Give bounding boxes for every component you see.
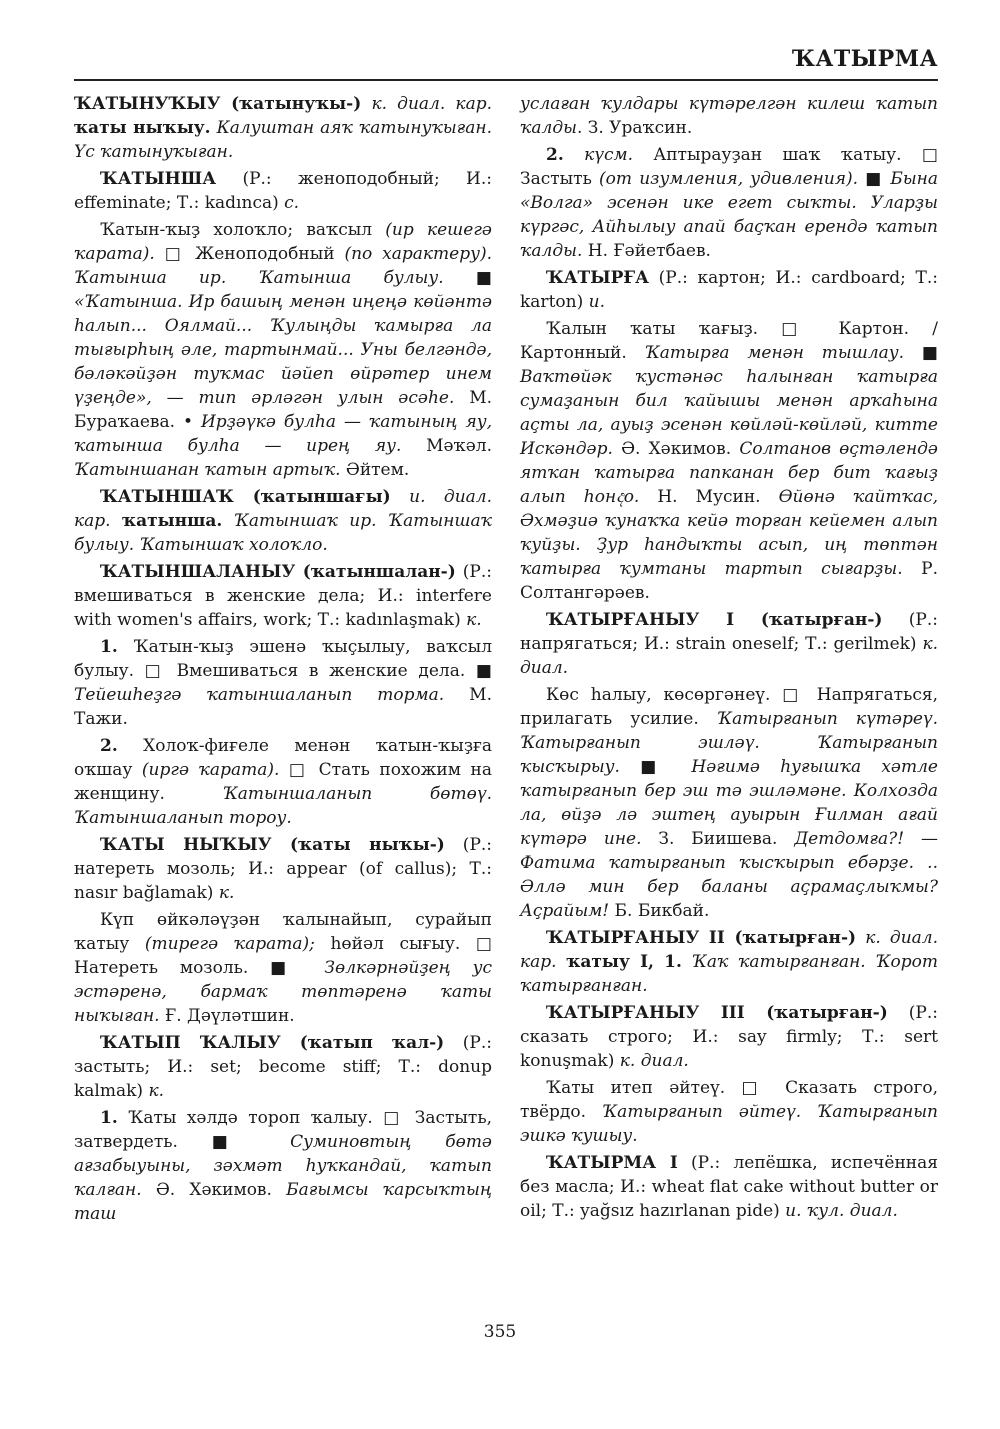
entry-katyrganyu-2: ҠАТЫРҒАНЫУ II (ҡатырған-) к. диал. кар. ҡатыу I, 1. Ҡаҡ ҡатырғанған. Ҡорот ҡатырғанған. [520,928,939,996]
entry-katynshalanyu-sense-2: 2. Холоҡ-фиғеле менән ҡатын-ҡыҙға оҡшау (иргә ҡарата). □ Стать похожим на женщину. Ҡатыншаланып бөтөү. Ҡатыншаланып тороу. [74,736,492,828]
entry-katy-nykyu: ҠАТЫ НЫҠЫУ (ҡаты ныҡы-) (Р.: натереть мозоль; И.: appear (of callus); Т.: nasır bağlamak) к. [74,835,493,903]
entry-katyrma-1: ҠАТЫРМА I (Р.: лепёшка, испечённая без масла; И.: wheat flat cake without butter or oil; Т.: yağsız hazırlanan pide) и. ҡул. диал. [520,1153,938,1221]
entry-katynshalanyu-sense-1: 1. Ҡатын-ҡыҙ эшенә ҡыҫылыу, ваҡсыл булыу. □ Вмешиваться в женские дела. ■ Тейешһеҙгә ҡатыншаланып торма. М. Тажи. [74,637,492,729]
entry-katyrganyu-1: ҠАТЫРҒАНЫУ I (ҡатырған-) (Р.: напрягаться; И.: strain oneself; Т.: gerilmek) к. диал. [520,610,938,678]
left-column [74,92,492,1229]
entry-katy-nykyu-definition: Күп өйкәләүҙән ҡалынайып, сурайып ҡатыу (тирегә ҡарата); һөйәл сығыу. □ Натереть мозоль. ■ Зөлкәрнәйҙең ус эстәренә, бармаҡ төптәренә ҡаты ныҡыған. Ғ. Дәүләтшин. [74,910,492,1026]
entry-katyp-kalyu: ҠАТЫП ҠАЛЫУ (ҡатып ҡал-) (Р.: застыть; И.: set; become stiff; Т.: donup kalmak) к. [74,1033,492,1101]
entry-katyp-kalyu-sense-2: 2. күсм. Аптырауҙан шаҡ ҡатыу. □ Застыть (от изумления, удивления). ■ Бына «Волга» эсенән ике егет сыҡты. Уларҙы күргәс, Айһылыу апай баҫҡан ерендә ҡатып ҡалды. Н. Ғәйетбаев. [520,145,939,261]
entry-katyp-kalyu-sense-1: 1. Ҡаты хәлдә тороп ҡалыу. □ Застыть, затвердеть. ■ Суминовтың бөтә ағзабыуыны, зәхмәт һуҡкандай, ҡатып ҡалған. Ә. Хәкимов. Бағымсы ҡарсыҡтың таш [74,1108,492,1224]
entry-katyrga: ҠАТЫРҒА (Р.: картон; И.: cardboard; Т.: karton) и. [520,268,938,312]
entry-katynukyu: ҠАТЫНУҠЫУ (ҡатынуҡы-) к. диал. кар. ҡаты ныҡыу. Калуштан аяҡ ҡатынуҡыған. Үс ҡатынуҡыған. [74,94,493,162]
entry-katynshalanyu: ҠАТЫНШАЛАНЫУ (ҡатыншалан-) (Р.: вмешиваться в женские дела; И.: interfere with women's affairs, work; Т.: kadınlaşmak) к. [74,562,492,630]
entry-katynsha-definition: Ҡатын-ҡыҙ холоҡло; ваҡсыл (ир кешегә ҡарата). □ Женоподобный (по характеру). Ҡатынша ир. Ҡатынша булыу. ■ «Ҡатынша. Ир башың менән иңеңә көйәнтә һалып... Оялмай... Ҡулыңды ҡамырға ла тығырһың әле, тартынмай... Уны белгәндә, бәләкәйҙән туҡмас йәйеп өйрәтер инем үҙеңде», — тип әрләгән улын әсәһе. М. Бураҡаева. • Ирҙәүкә булһа — ҡатының яу, ҡатынша булһа — ирең яу. Мәҡәл. Ҡатыншанан ҡатын артыҡ. Әйтем. [74,220,493,480]
entry-katyrganyu-1-definition: Көс һалыу, көсөргәнеү. □ Напрягаться, прилагать усилие. Ҡатырғанып күтәреү. Ҡатырғанып эшләү. Ҡатырғанып ҡысҡырыу. ■ Нәғимә һуғышҡа хәтле ҡатырғанып бер эш тә эшләмәне. Колхозда ла, өйҙә лә эштең ауырын Ғилман ағай күтәрә ине. З. Биишева. Детдомға?! — Фатима ҡатырғанып ҡысҡырып ебәрҙе. .. Әллә мин бер баланы аҫрамаҫлыҡмы? Аҫрайым! Б. Бикбай. [520,685,939,921]
entry-katyrganyu-3: ҠАТЫРҒАНЫУ III (ҡатырған-) (Р.: сказать строго; И.: say firmly; Т.: sert konuşmak) к. диал. [520,1003,938,1071]
right-column [520,92,938,1226]
entry-katynsha: ҠАТЫНША (Р.: женоподобный; И.: effeminate; Т.: kadınca) с. [74,169,492,213]
page-number: 355 [483,1322,517,1342]
entry-katyrga-definition: Ҡалын ҡаты ҡағыҙ. □ Картон. / Картонный. Ҡатырға менән тышлау. ■ Ваҡтөйәк ҡустәнәс һалынған ҡатырға сумаҙанын бил ҡайышы менән арҡаһына аҫты ла, ауыҙ эсенән көйләй-көйләй, китте Искәндәр. Ә. Хәкимов. Солтанов өҫтәлендә ятҡан ҡатырға папканан бер бит ҡағыҙ алып һонදо. Н. Мусин. Өйөнә ҡайтҡас, Әхмәҙиә ҡунаҡҡа кейә торған кейемен алып ҡуйҙы. Ҙур һандыҡты асып, иң төптән ҡатырға ҡумтаны тартып сығарҙы. Р. Солтангәрәев. [520,319,939,603]
entry-katyp-kalyu-continued: услаған ҡулдары күтәрелгән килеш ҡатып ҡалды. З. Ураҡсин. [520,94,938,138]
running-head: ҠАТЫРМА [792,46,938,72]
entry-katyrganyu-3-definition: Ҡаты итеп әйтеү. □ Сказать строго, твёрдо. Ҡатырғанып әйтеү. Ҡатырғанып эшкә ҡушыу. [520,1078,939,1146]
entry-katynshak: ҠАТЫНШАҠ (ҡатыншағы) и. диал. кар. ҡатынша. Ҡатыншаҡ ир. Ҡатыншаҡ булыу. Ҡатыншаҡ холоҡло. [74,487,493,555]
header-rule [74,79,938,81]
